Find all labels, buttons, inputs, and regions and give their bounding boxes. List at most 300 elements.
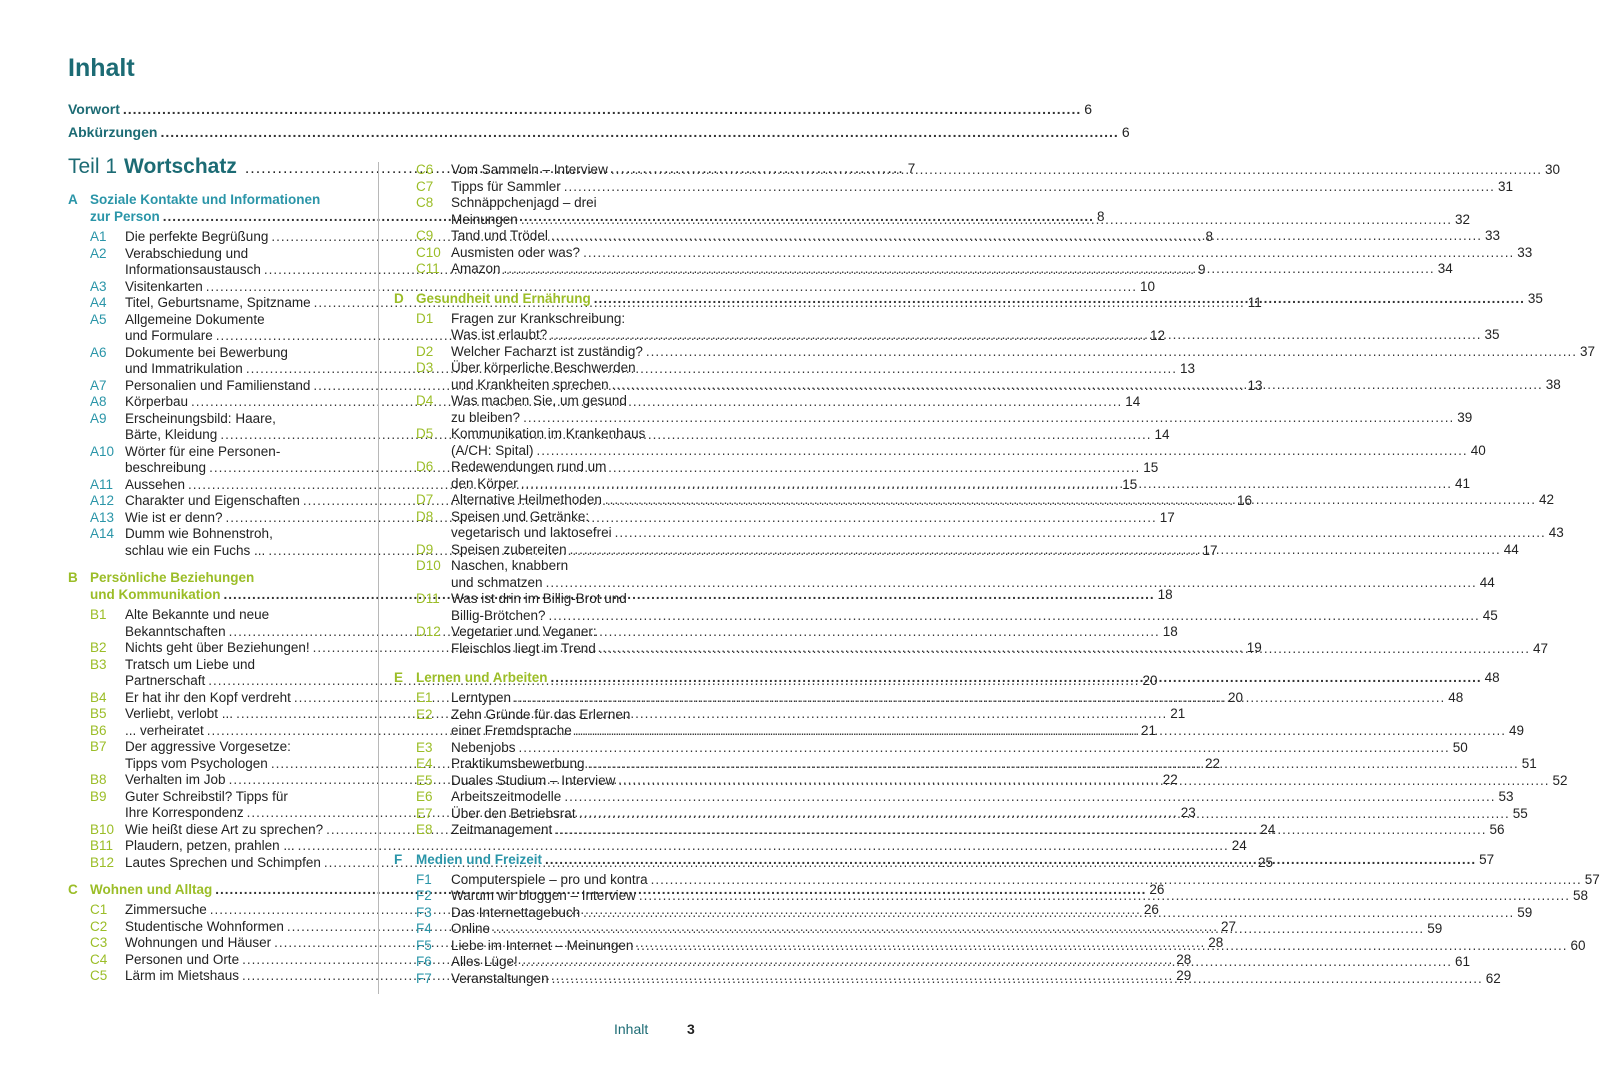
entry-code: D8 (416, 508, 434, 524)
entry-line (125, 411, 357, 428)
entry-page: 37 (1580, 343, 1596, 359)
entry-page: 15 (1143, 460, 1159, 475)
leader-dots (546, 575, 1477, 592)
entry-page: 21 (1170, 706, 1186, 721)
entry-title: Wohnungen und Häuser (125, 935, 272, 950)
entry-code: A2 (90, 245, 107, 261)
section-page: 8 (1096, 209, 1105, 224)
entry-code: C8 (416, 195, 434, 210)
leader-dots (521, 212, 1452, 229)
entry-title: Dumm wie Bohnenstroh, (125, 526, 273, 541)
entry-page: 23 (1180, 805, 1196, 820)
entry-body (451, 739, 1468, 757)
entry-line (125, 838, 1247, 855)
section-page: 48 (1484, 670, 1500, 685)
entry-title: Partnerschaft (125, 673, 206, 688)
entry-code: B6 (90, 722, 107, 738)
entry-page: 32 (1454, 211, 1470, 227)
entry-title: Zeitmanagement (451, 822, 553, 837)
entry-code: E6 (416, 789, 433, 804)
entry-line (451, 244, 1533, 262)
entry-code: D10 (416, 558, 441, 573)
entry-page: 16 (1237, 493, 1253, 508)
toc-entry-a3[interactable] (90, 278, 1155, 296)
entry-title: Fleischlos liegt im Trend (451, 640, 596, 656)
entry-code: A12 (90, 493, 115, 508)
entry-line (451, 228, 1501, 245)
entry-title: Verabschiedung und (125, 245, 249, 261)
entry-line (451, 558, 682, 575)
footer-label: Inhalt (614, 1021, 649, 1037)
entry-title: Über körperliche Beschwerden (451, 360, 636, 375)
leader-dots (588, 756, 1519, 773)
entry-title: Speisen zubereiten (451, 541, 567, 557)
entry-line (451, 442, 1486, 460)
entry-page: 58 (1572, 888, 1589, 903)
entry-code: A11 (90, 476, 114, 492)
entry-title: Redewendungen rund um (451, 459, 607, 474)
section-title-text: zur Person (90, 209, 160, 224)
entry-title: Er hat ihr den Kopf verdreht (125, 689, 291, 705)
leader-dots (550, 327, 1481, 344)
entry-page: 33 (1484, 228, 1501, 243)
entry-code: D6 (416, 459, 434, 474)
entry-page: 26 (1143, 902, 1159, 917)
toc-entry-d10[interactable] (416, 558, 1495, 591)
entry-page: 38 (1545, 376, 1561, 392)
entry-page: 61 (1454, 954, 1470, 969)
toc-entry-c6[interactable] (416, 162, 1560, 179)
entry-line (125, 789, 357, 806)
entry-code: F6 (416, 954, 432, 969)
entry-code: C6 (416, 162, 434, 177)
entry-line (451, 360, 682, 377)
entry-code: C9 (416, 228, 434, 243)
leader-dots (575, 723, 1506, 740)
entry-line (125, 739, 357, 756)
entry-line (451, 574, 1495, 592)
entry-line (125, 607, 357, 624)
leader-dots (646, 344, 1577, 361)
entry-line (451, 459, 682, 476)
entry-title: Arbeitszeitmodelle (451, 789, 562, 804)
entry-code: C7 (416, 178, 434, 194)
entry-page: 44 (1479, 574, 1495, 590)
entry-page: 11 (1247, 295, 1262, 310)
entry-title: Informationsaustausch (125, 262, 261, 277)
entry-title: Aussehen (125, 476, 186, 492)
entry-page: 28 (1176, 951, 1192, 967)
leader-dots (552, 971, 1483, 988)
entry-title: Die perfekte Begrüßung (125, 229, 269, 244)
toc-entry-page: 6 (1084, 101, 1093, 117)
entry-title: Wörter für eine Personen- (125, 443, 281, 459)
entry-code: D1 (416, 310, 434, 326)
entry-title: Lärm im Mietshaus (125, 968, 240, 983)
entry-code: B10 (90, 821, 115, 837)
entry-page: 27 (1221, 918, 1237, 934)
entry-line (451, 343, 1596, 361)
entry-title: ... verheiratet (125, 722, 204, 738)
entry-body (451, 178, 1513, 196)
entry-title: Amazon (451, 261, 501, 276)
toc-entry-e6[interactable] (416, 789, 1514, 806)
entry-page: 13 (1247, 377, 1263, 393)
leader-dots (618, 773, 1549, 790)
entry-title: Über den Betriebsrat (451, 805, 576, 821)
entry-code: A6 (90, 344, 107, 360)
section-title-text: Soziale Kontakte und Informationen (90, 192, 321, 207)
toc-entry-label: Abkürzungen (68, 124, 158, 140)
entry-line (451, 393, 682, 410)
entry-code: E3 (416, 739, 433, 755)
toc-section-c (394, 162, 1560, 278)
entry-title: Zimmersuche (125, 902, 207, 917)
entry-page: 55 (1512, 805, 1528, 821)
part-prefix: Teil 1 (68, 155, 118, 178)
entry-page: 56 (1489, 822, 1505, 837)
entry-title: Ausmisten oder was? (451, 244, 581, 260)
entry-page: 52 (1552, 772, 1568, 788)
entry-line (451, 211, 1470, 229)
entry-title: Allgemeine Dokumente (125, 311, 265, 327)
leader-dots (519, 740, 1450, 757)
entry-page: 17 (1159, 509, 1175, 525)
leader-dots (549, 608, 1480, 625)
toc-entry-d2[interactable] (416, 343, 1596, 361)
entry-title: Wie ist er denn? (125, 509, 223, 525)
entry-title: Tipps vom Psychologen (125, 755, 268, 771)
entry-title: Das Internettagebuch (451, 904, 581, 920)
entry-code: B8 (90, 772, 107, 787)
entry-line (451, 261, 1453, 278)
leader-dots (493, 918, 1424, 938)
section-title-text: Wohnen und Alltag (90, 882, 213, 897)
entry-title: Tratsch um Liebe und (125, 656, 256, 672)
entry-code: D3 (416, 360, 434, 375)
entry-title: vegetarisch und laktosefrei (451, 525, 612, 540)
entry-code: E8 (416, 822, 433, 837)
entry-page: 20 (1142, 673, 1158, 688)
section-page: 26 (1149, 882, 1165, 897)
section-title (416, 290, 1543, 307)
entry-code: A10 (90, 443, 115, 459)
entry-line (451, 624, 682, 641)
entry-title: Warum wir bloggen – Interview (451, 888, 636, 903)
entry-title: und schmatzen (451, 574, 543, 590)
entry-page: 43 (1548, 525, 1564, 540)
entry-page: 50 (1452, 739, 1468, 755)
leader-dots (551, 669, 1482, 686)
entry-code: E4 (416, 756, 433, 771)
entry-title: Alternative Heilmethoden (451, 492, 602, 507)
entry-title: Wie heißt diese Art zu sprechen? (125, 821, 324, 837)
entry-page: 51 (1521, 756, 1537, 771)
section-letter: F (394, 851, 403, 867)
entry-title: Alte Bekannte und neue (125, 607, 270, 622)
toc-entry-e3[interactable] (416, 739, 1468, 757)
entry-title: beschreibung (125, 460, 207, 475)
leader-dots (605, 492, 1536, 509)
entry-page: 47 (1532, 640, 1548, 656)
entry-line (451, 509, 682, 526)
entry-title: Meinungen (451, 211, 518, 227)
entry-title: Vom Sammeln – Interview (451, 162, 608, 177)
entry-code: D2 (416, 343, 434, 359)
entry-page: 41 (1454, 475, 1470, 491)
entry-code: C3 (90, 935, 108, 950)
entry-title: Nichts geht über Beziehungen! (125, 640, 310, 655)
leader-dots (523, 410, 1454, 427)
entry-page: 24 (1231, 838, 1247, 853)
entry-code: D4 (416, 393, 434, 408)
entry-page: 49 (1508, 723, 1524, 738)
entry-page: 24 (1260, 821, 1276, 837)
entry-page: 13 (1179, 361, 1195, 376)
section-title-line (416, 669, 1500, 686)
entry-line (125, 444, 357, 461)
toc-entry-c9[interactable] (416, 228, 1501, 245)
entry-code: F2 (416, 888, 432, 903)
entry-title: Verliebt, verlobt ... (125, 706, 234, 721)
entry-title: Studentische Wohnformen (125, 918, 284, 934)
entry-code: F7 (416, 970, 432, 986)
entry-line (451, 426, 682, 443)
entry-title: Bärte, Kleidung (125, 427, 218, 442)
entry-page: 59 (1427, 921, 1443, 936)
section-title-line (416, 851, 1494, 868)
entry-page: 17 (1202, 542, 1218, 558)
part-page: 7 (907, 161, 916, 176)
entry-title: Alles Lüge! (451, 954, 518, 969)
entry-code: F4 (416, 921, 432, 936)
entry-title: schlau wie ein Fuchs ... (125, 542, 266, 558)
leader-dots (636, 938, 1567, 955)
leader-dots (246, 361, 1177, 378)
entry-title: Plaudern, petzen, prahlen ... (125, 838, 295, 853)
entry-title: Was ist drin im Billig-Brot und (451, 591, 627, 606)
entry-title: und Krankheiten sprechen (451, 376, 609, 392)
toc-entry-c8[interactable] (416, 195, 1470, 228)
leader-dots (226, 510, 1157, 527)
entry-line (451, 162, 1560, 179)
entry-title: Tand und Trödel (451, 228, 548, 243)
leader-dots (612, 377, 1543, 394)
entry-title: Der aggressive Vorgesetze: (125, 739, 291, 754)
leader-dots (521, 951, 1452, 971)
leader-dots (555, 822, 1486, 839)
section-page: 35 (1527, 290, 1543, 306)
entry-title: Veranstaltungen (451, 970, 549, 986)
entry-page: 20 (1228, 689, 1244, 705)
page-number: 3 (687, 1021, 695, 1037)
entry-page: 22 (1162, 772, 1178, 787)
entry-title: Visitenkarten (125, 278, 203, 294)
entry-code: D9 (416, 541, 434, 557)
leader-dots (504, 261, 1435, 278)
entry-page: 40 (1470, 442, 1486, 458)
section-title-text: Medien und Freizeit (416, 851, 543, 867)
part-name: Wortschatz (124, 155, 237, 178)
section-letter: A (68, 192, 78, 207)
leader-dots (229, 624, 1160, 641)
section-title-line (416, 290, 1543, 307)
entry-page: 62 (1485, 970, 1501, 986)
toc-entry-vorwort[interactable] (68, 101, 1093, 118)
entry-title: und Immatrikulation (125, 361, 243, 376)
leader-dots (564, 789, 1495, 806)
entry-title: Vegetarier und Veganer: (451, 624, 597, 639)
entry-line (125, 246, 357, 263)
entry-code: B7 (90, 739, 107, 754)
entry-page: 34 (1437, 261, 1453, 276)
section-page: 57 (1479, 851, 1495, 867)
toc-entry-page: 6 (1121, 124, 1130, 140)
entry-line (125, 526, 357, 543)
column-divider (378, 162, 379, 994)
entry-body (125, 838, 1247, 855)
leader-dots (537, 443, 1468, 460)
entry-body (451, 343, 1596, 361)
entry-body (451, 261, 1453, 278)
leader-dots (514, 690, 1445, 707)
entry-page: 28 (1208, 935, 1224, 950)
entry-line (451, 871, 1600, 889)
entry-code: A5 (90, 311, 107, 327)
entry-code: C10 (416, 244, 441, 260)
toc-entry-f1[interactable] (416, 871, 1600, 889)
entry-title: Welcher Facharzt ist zuständig? (451, 343, 643, 359)
entry-title: Billig-Brötchen? (451, 607, 546, 623)
entry-title: Personalien und Familienstand (125, 377, 311, 393)
toc-entry-c7[interactable] (416, 178, 1513, 196)
entry-code: A1 (90, 229, 107, 244)
entry-title: Online (451, 921, 491, 936)
entry-title: Naschen, knabbern (451, 558, 569, 573)
entry-page: 39 (1457, 409, 1473, 425)
entry-title: einer Fremdsprache (451, 723, 572, 738)
entry-code: D7 (416, 492, 434, 507)
section-title (416, 669, 1500, 686)
entry-code: C5 (90, 968, 108, 983)
entry-code: C11 (416, 261, 440, 276)
leader-dots (651, 872, 1582, 889)
entry-code: A8 (90, 394, 107, 409)
leader-dots (545, 851, 1476, 868)
entry-code: E7 (416, 805, 433, 821)
entry-page: 30 (1544, 162, 1560, 177)
entry-title: Zehn Gründe für das Erlernen (451, 706, 631, 722)
leader-dots (220, 427, 1151, 444)
entry-line (451, 195, 682, 212)
leader-dots (583, 245, 1514, 262)
toc-entry-b11[interactable] (90, 838, 1247, 855)
entry-title: Lautes Sprechen und Schimpfen (125, 854, 321, 870)
entry-page: 21 (1140, 722, 1156, 738)
section-letter: E (394, 670, 404, 685)
entry-title: Personen und Orte (125, 951, 240, 967)
leader-dots (599, 641, 1530, 658)
entry-title: Schnäppchenjagd – drei (451, 195, 597, 210)
entry-code: A9 (90, 410, 107, 426)
entry-code: F5 (416, 937, 432, 953)
toc-entry-abkuerzungen[interactable] (68, 124, 1130, 141)
entry-code: C4 (90, 951, 108, 967)
entry-title: Was ist erlaubt? (451, 327, 548, 342)
section-page: 18 (1157, 587, 1173, 602)
entry-title: Nebenjobs (451, 739, 516, 755)
entry-body (451, 228, 1501, 245)
leader-dots (594, 290, 1525, 307)
entry-title: Speisen und Getränke: (451, 508, 590, 524)
entry-code: A3 (90, 278, 107, 294)
entry-title: Fragen zur Krankschreibung: (451, 310, 626, 326)
section-letter: D (394, 290, 404, 306)
entry-body (451, 162, 1560, 179)
entry-line (451, 178, 1513, 196)
entry-line (125, 278, 1155, 296)
entry-page: 8 (1205, 229, 1214, 244)
entry-line (451, 591, 682, 608)
entry-code: B4 (90, 689, 107, 705)
leader-dots (579, 806, 1510, 823)
toc-entry-label: Vorwort (68, 101, 120, 117)
entry-line (451, 607, 1498, 625)
entry-line (125, 345, 357, 362)
entry-title: Lerntypen (451, 690, 512, 705)
toc-entry-c11[interactable] (416, 261, 1453, 278)
entry-page: 35 (1484, 327, 1500, 342)
entry-line (451, 789, 1514, 806)
entry-title: zu bleiben? (451, 409, 521, 425)
entry-page: 48 (1448, 690, 1464, 705)
leader-dots (236, 706, 1167, 723)
section-letter: B (68, 570, 78, 585)
entry-page: 57 (1584, 871, 1600, 887)
leader-dots (521, 476, 1452, 493)
entry-code: D12 (416, 624, 441, 639)
entry-body (451, 558, 1495, 591)
entry-page: 60 (1570, 937, 1586, 953)
page-title: Inhalt (68, 54, 135, 82)
entry-title: Körperbau (125, 394, 189, 409)
entry-page: 18 (1162, 623, 1178, 639)
entry-title: Computerspiele – pro und kontra (451, 871, 648, 887)
entry-code: E5 (416, 772, 433, 788)
entry-page: 44 (1503, 541, 1519, 557)
entry-code: D11 (416, 591, 440, 606)
entry-code: A14 (90, 526, 115, 541)
section-title-text: Persönliche Beziehungen (90, 570, 255, 585)
entry-code: F3 (416, 904, 432, 920)
entry-line (125, 657, 357, 674)
entry-title: Praktikumsbewerbung (451, 756, 585, 771)
leader-dots (583, 905, 1514, 922)
entry-page: 19 (1246, 640, 1262, 655)
entry-body (125, 278, 1155, 296)
entry-title: Liebe im Internet – Meinungen (451, 937, 634, 953)
entry-title: Ihre Korrespondenz (125, 805, 244, 820)
entry-code: F1 (416, 871, 432, 887)
entry-code: A13 (90, 509, 115, 525)
entry-page: 53 (1498, 789, 1514, 804)
toc-entry-c10[interactable] (416, 244, 1533, 262)
entry-page: 10 (1139, 278, 1155, 294)
section-title-text: Lernen und Arbeiten (416, 670, 548, 685)
entry-line (125, 312, 357, 329)
entry-page: 31 (1497, 178, 1513, 194)
entry-code: B9 (90, 788, 107, 804)
